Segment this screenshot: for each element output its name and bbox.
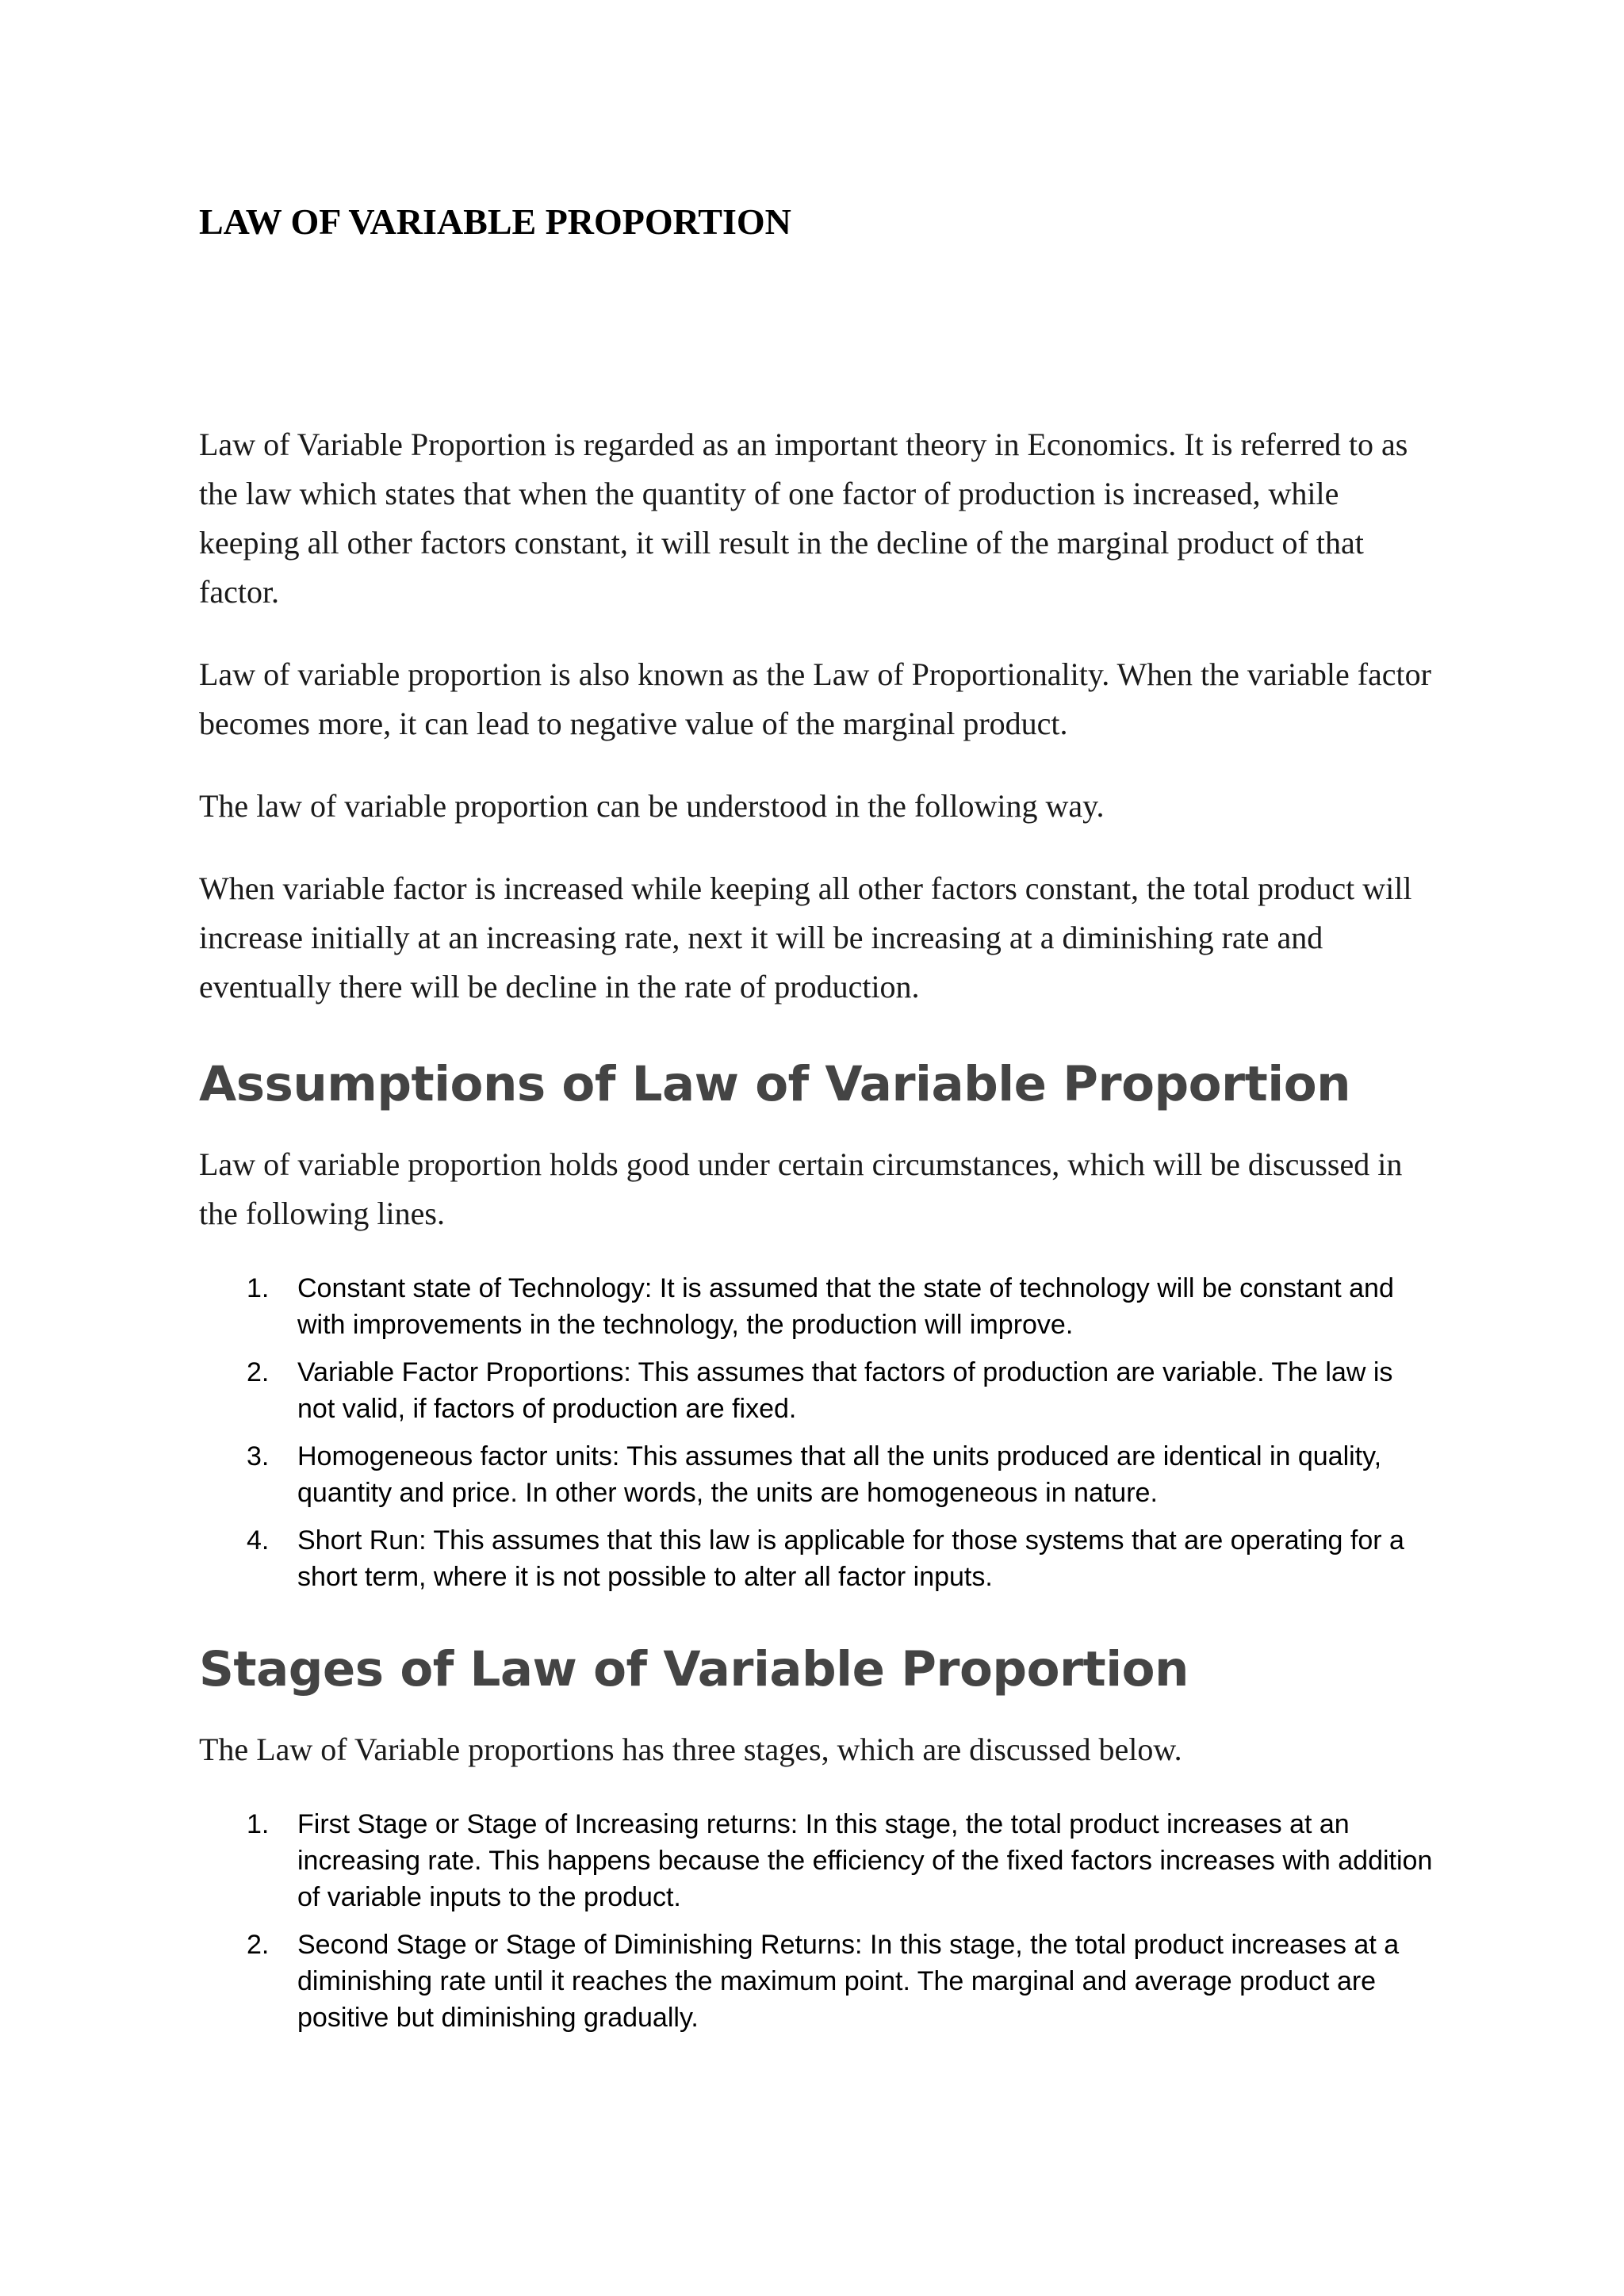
assumptions-intro: Law of variable proportion holds good under certain circumstances, which will be discussed in the following lines. [199,1146,1403,1231]
list-item-text: Homogeneous factor units: This assumes that all the units produced are identical in quality, quantity and price. In other words, the units are homogeneous in nature. [297,1441,1382,1508]
intro-paragraph-4: When variable factor is increased while keeping all other factors constant, the total product will increase initially at an increasing rate, next it will be increasing at a diminishing rate and eventually there will be decline in the rate of production. [199,871,1412,1004]
list-item [199,1438,1436,1511]
list-item [199,1522,1436,1595]
list-item-text: First Stage or Stage of Increasing returns: In this stage, the total product increases at an increasing rate. This happens because the efficiency of the fixed factors increases with addition of variable inputs to the product. [297,1809,1433,1912]
list-item-number: 1. [247,1273,270,1303]
document-title: LAW OF VARIABLE PROPORTION [199,201,791,242]
list-item [199,1270,1436,1343]
list-item-number: 1. [247,1809,270,1839]
list-item [199,1354,1436,1427]
stages-intro: The Law of Variable proportions has three stages, which are discussed below. [199,1732,1182,1767]
list-item-number: 4. [247,1525,270,1556]
list-item-text: Constant state of Technology: It is assumed that the state of technology will be constant and with improvements in the technology, the production will improve. [297,1273,1394,1340]
assumptions-list [199,1270,1436,1595]
list-item-number: 3. [247,1441,270,1471]
stages-list [199,1806,1436,2036]
list-item [199,1927,1436,2036]
list-item-text: Short Run: This assumes that this law is applicable for those systems that are operating for a short term, where it is not possible to alter all factor inputs. [297,1525,1404,1592]
intro-paragraph-2: Law of variable proportion is also known as the Law of Proportionality. When the variable factor becomes more, it can lead to negative value of the marginal product. [199,656,1431,741]
stages-heading: Stages of Law of Variable Proportion [199,1641,1189,1697]
intro-paragraph-1: Law of Variable Proportion is regarded as an important theory in Economics. It is referred to as the law which states that when the quantity of one factor of production is increased, while keeping all other factors constant, it will result in the decline of the marginal product of that factor. [199,427,1408,610]
list-item-text: Variable Factor Proportions: This assumes that factors of production are variable. The law is not valid, if factors of production are fixed. [297,1357,1393,1424]
list-item [199,1806,1436,1915]
assumptions-heading: Assumptions of Law of Variable Proportion [199,1056,1351,1112]
intro-paragraph-3: The law of variable proportion can be understood in the following way. [199,788,1105,824]
document-body [199,198,1436,2047]
list-item-text: Second Stage or Stage of Diminishing Returns: In this stage, the total product increases at a diminishing rate until it reaches the maximum point. The marginal and average product are positive but diminishing gradually. [297,1930,1400,2033]
list-item-number: 2. [247,1357,270,1387]
list-item-number: 2. [247,1930,270,1960]
